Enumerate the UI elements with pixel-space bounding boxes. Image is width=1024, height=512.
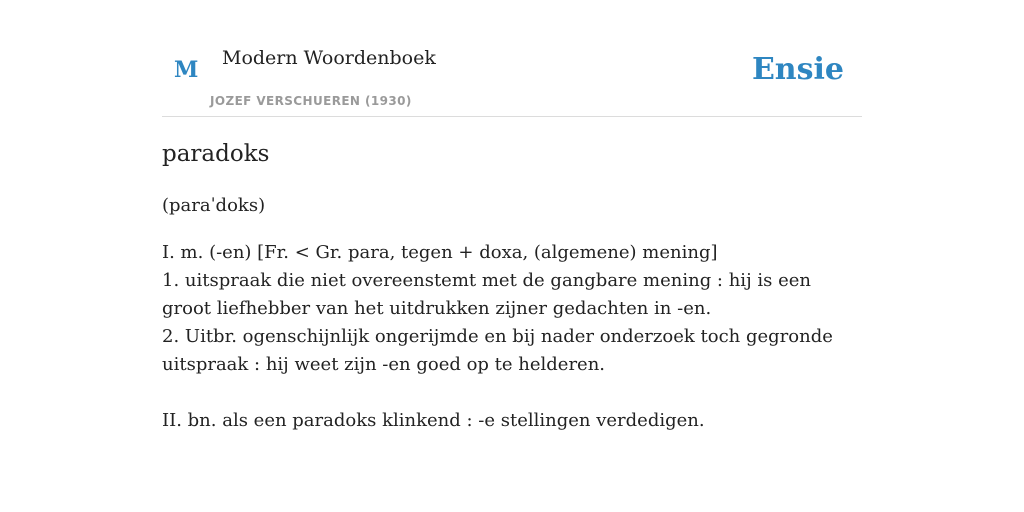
dictionary-page [162,0,862,512]
entry-pronunciation: (paraˈdoks) [162,195,266,216]
source-title[interactable]: Modern Woordenboek [222,47,436,69]
definition-spacer [162,379,862,407]
definition-sense-1: 1. uitspraak die niet overeenstemt met de gangbare mening : hij is een groot liefhebber van het uitdrukken zijner gedachten in -en. [162,270,811,319]
source-logo[interactable]: M [174,57,199,83]
entry-definition [162,239,862,435]
definition-sense-2: 2. Uitbr. ogenschijnlijk ongerijmde en bij nader onderzoek toch gegronde uitspraak : hij weet zijn -en goed op te helderen. [162,326,833,375]
source-header [162,0,862,117]
source-author: JOZEF VERSCHUEREN (1930) [210,94,412,108]
ensie-logo[interactable]: Ensie [751,52,844,87]
entry-headword: paradoks [162,141,270,167]
definition-etymology: I. m. (-en) [Fr. < Gr. para, tegen + doxa, (algemene) mening] [162,242,718,263]
definition-adjective: II. bn. als een paradoks klinkend : -e stellingen verdedigen. [162,410,705,431]
